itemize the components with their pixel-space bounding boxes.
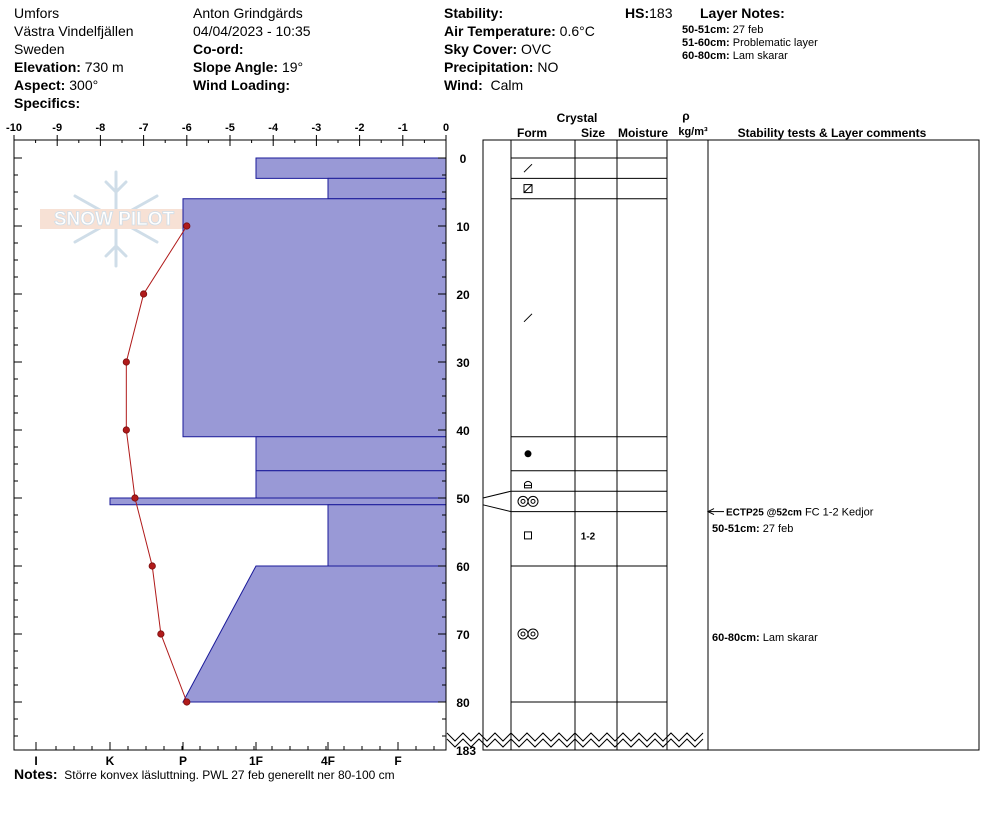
dot-mark	[525, 450, 532, 457]
melt-ring	[518, 496, 528, 506]
depth-tick-label: 30	[456, 356, 470, 370]
crystal-header: Crystal	[556, 111, 598, 125]
temp-tick-label: -5	[225, 122, 235, 134]
wind-value: Calm	[490, 77, 524, 93]
layer-note-range: 51-60cm:	[682, 37, 730, 49]
temperature-point	[132, 495, 138, 501]
melt-ring	[518, 629, 528, 639]
density-unit: kg/m³	[678, 126, 708, 138]
layer-note-text: Problematic layer	[732, 37, 818, 49]
temperature-point	[123, 427, 129, 433]
temp-tick-label: -4	[268, 122, 279, 134]
temp-tick-label: -7	[138, 122, 149, 134]
hardness-layer	[183, 566, 446, 702]
grain-form-rounded-icon	[525, 450, 532, 457]
grain-form-rounded-faceted-icon	[524, 185, 532, 193]
depth-tick-label: 60	[456, 560, 470, 574]
temperature-point	[123, 359, 129, 365]
temperature-profile	[123, 223, 190, 705]
melt-ring-inner	[521, 632, 525, 636]
elevation-value: 730 m	[84, 59, 124, 75]
hardness-tick-label: K	[105, 754, 115, 768]
layer-comment	[712, 523, 793, 535]
test-label: ECTP25 @52cm	[726, 507, 802, 519]
temperature-point	[184, 223, 190, 229]
grain-form-decomposing-icon	[524, 314, 532, 322]
air-temp-label: Air Temperature:	[444, 23, 556, 39]
layer-note-text: 27 feb	[732, 24, 764, 36]
depth-bottom-label: 183	[455, 744, 477, 758]
moisture-header: Moisture	[617, 126, 669, 140]
depth-tick-label: 80	[456, 696, 470, 710]
diagonal-mark	[524, 185, 532, 193]
test-text: FC 1-2 Kedjor	[801, 506, 874, 519]
column-headers	[517, 109, 927, 140]
temp-tick-label: 0	[442, 122, 450, 134]
precip-value: NO	[537, 59, 559, 75]
depth-tick-label: 10	[456, 220, 470, 234]
layer-note-text: Lam skarar	[732, 50, 788, 62]
melt-ring	[528, 496, 538, 506]
density-symbol: ρ	[682, 109, 690, 123]
hardness-layers	[110, 158, 446, 702]
slope-label: Slope Angle:	[193, 59, 279, 75]
grain-size: 1-2	[580, 531, 596, 543]
temperature-point	[158, 631, 164, 637]
boundary-connector	[483, 491, 511, 498]
elevation-label: Elevation:	[14, 59, 81, 75]
layer-comment-range: 60-80cm:	[712, 631, 760, 644]
melt-ring-inner	[521, 499, 525, 503]
hs-label: HS:	[625, 5, 650, 21]
depth-tick-label: 70	[456, 628, 470, 642]
precip-label: Precipitation:	[444, 59, 534, 75]
hardness-tick-label: F	[394, 754, 402, 768]
hardness-layer	[256, 471, 446, 498]
grain-form-decomposing-icon	[524, 164, 532, 172]
aspect-label: Aspect:	[14, 77, 66, 93]
grain-form-melt-forms-icon	[518, 629, 538, 639]
logo-text: SNOW PILOT	[53, 209, 175, 230]
hoar-shape	[525, 481, 532, 488]
hardness-layer	[328, 178, 446, 198]
grain-table	[447, 140, 708, 750]
layer-note-range: 50-51cm:	[682, 24, 730, 36]
boundary-connector	[483, 505, 511, 512]
temp-tick-label: -1	[397, 122, 408, 134]
melt-ring	[528, 629, 538, 639]
comments-area	[708, 140, 979, 750]
snowpilot-logo	[40, 172, 188, 266]
grain-form-depth-hoar-icon	[525, 481, 532, 488]
layer-comment-text: Lam skarar	[759, 631, 818, 644]
temp-tick-label: -9	[52, 122, 63, 134]
specifics-label: Specifics:	[14, 95, 81, 111]
datetime: 04/04/2023 - 10:35	[193, 23, 311, 39]
hardness-tick-label: 1F	[248, 754, 264, 768]
observer: Anton Grindgärds	[193, 5, 303, 21]
hardness-layer	[110, 498, 446, 505]
aspect-value: 300°	[69, 77, 99, 93]
country: Sweden	[14, 41, 65, 57]
form-header: Form	[517, 126, 547, 140]
location: Umfors	[14, 5, 60, 21]
slash-mark	[524, 314, 532, 322]
temp-tick-label: -2	[354, 122, 365, 134]
depth-tick-label: 20	[456, 288, 470, 302]
layer-comment-range: 50-51cm:	[712, 523, 760, 535]
hardness-layer	[256, 158, 446, 178]
stability-label: Stability:	[444, 5, 504, 21]
notes-text: Större konvex läsluttning. PWL 27 feb generellt ner 80-100 cm	[64, 768, 395, 782]
area: Västra Vindelfjällen	[14, 23, 134, 39]
temperature-point	[184, 699, 190, 705]
depth-tick-label: 40	[456, 424, 470, 438]
sky-value: OVC	[521, 41, 552, 57]
slope-value: 19°	[281, 59, 304, 75]
coord-label: Co-ord:	[193, 41, 244, 57]
grain-form-faceted-icon	[525, 532, 532, 539]
comments-header: Stability tests & Layer comments	[737, 126, 927, 140]
melt-ring-inner	[531, 499, 535, 503]
hardness-tick-label: 4F	[320, 754, 336, 768]
layer-comment	[712, 632, 818, 644]
layer-comment-text: 27 feb	[759, 523, 794, 535]
melt-ring-inner	[531, 632, 535, 636]
temp-tick-label: -8	[95, 122, 106, 134]
depth-tick-label: 50	[456, 492, 470, 506]
layer-notes-title: Layer Notes:	[700, 5, 785, 21]
notes-label: Notes:	[14, 766, 58, 782]
grain-frame	[483, 140, 708, 750]
size-header: Size	[580, 126, 606, 140]
hardness-layer	[328, 505, 446, 566]
stability-test-result	[726, 507, 874, 519]
hardness-layer	[256, 437, 446, 471]
wind-loading-label: Wind Loading:	[193, 77, 291, 93]
hs-value: 183	[649, 5, 673, 21]
temp-tick-label: -6	[181, 122, 192, 134]
comments-frame	[708, 140, 979, 750]
temperature-line	[126, 226, 186, 702]
depth-tick-label: 0	[459, 152, 467, 166]
air-temp-value: 0.6°C	[559, 23, 595, 39]
temperature-point	[149, 563, 155, 569]
notes	[14, 766, 395, 782]
grain-form-melt-forms-icon	[518, 496, 538, 506]
temp-tick-label: -3	[311, 122, 322, 134]
hardness-tick-label: I	[34, 754, 38, 768]
layer-note-range: 60-80cm:	[682, 50, 730, 62]
square-mark	[525, 532, 532, 539]
temp-tick-label: -10	[6, 122, 22, 134]
slash-mark	[524, 164, 532, 172]
temperature-point	[140, 291, 146, 297]
sky-label: Sky Cover:	[444, 41, 518, 57]
hardness-layer	[183, 199, 446, 437]
wind-label: Wind:	[444, 77, 483, 93]
hardness-tick-label: P	[178, 754, 188, 768]
